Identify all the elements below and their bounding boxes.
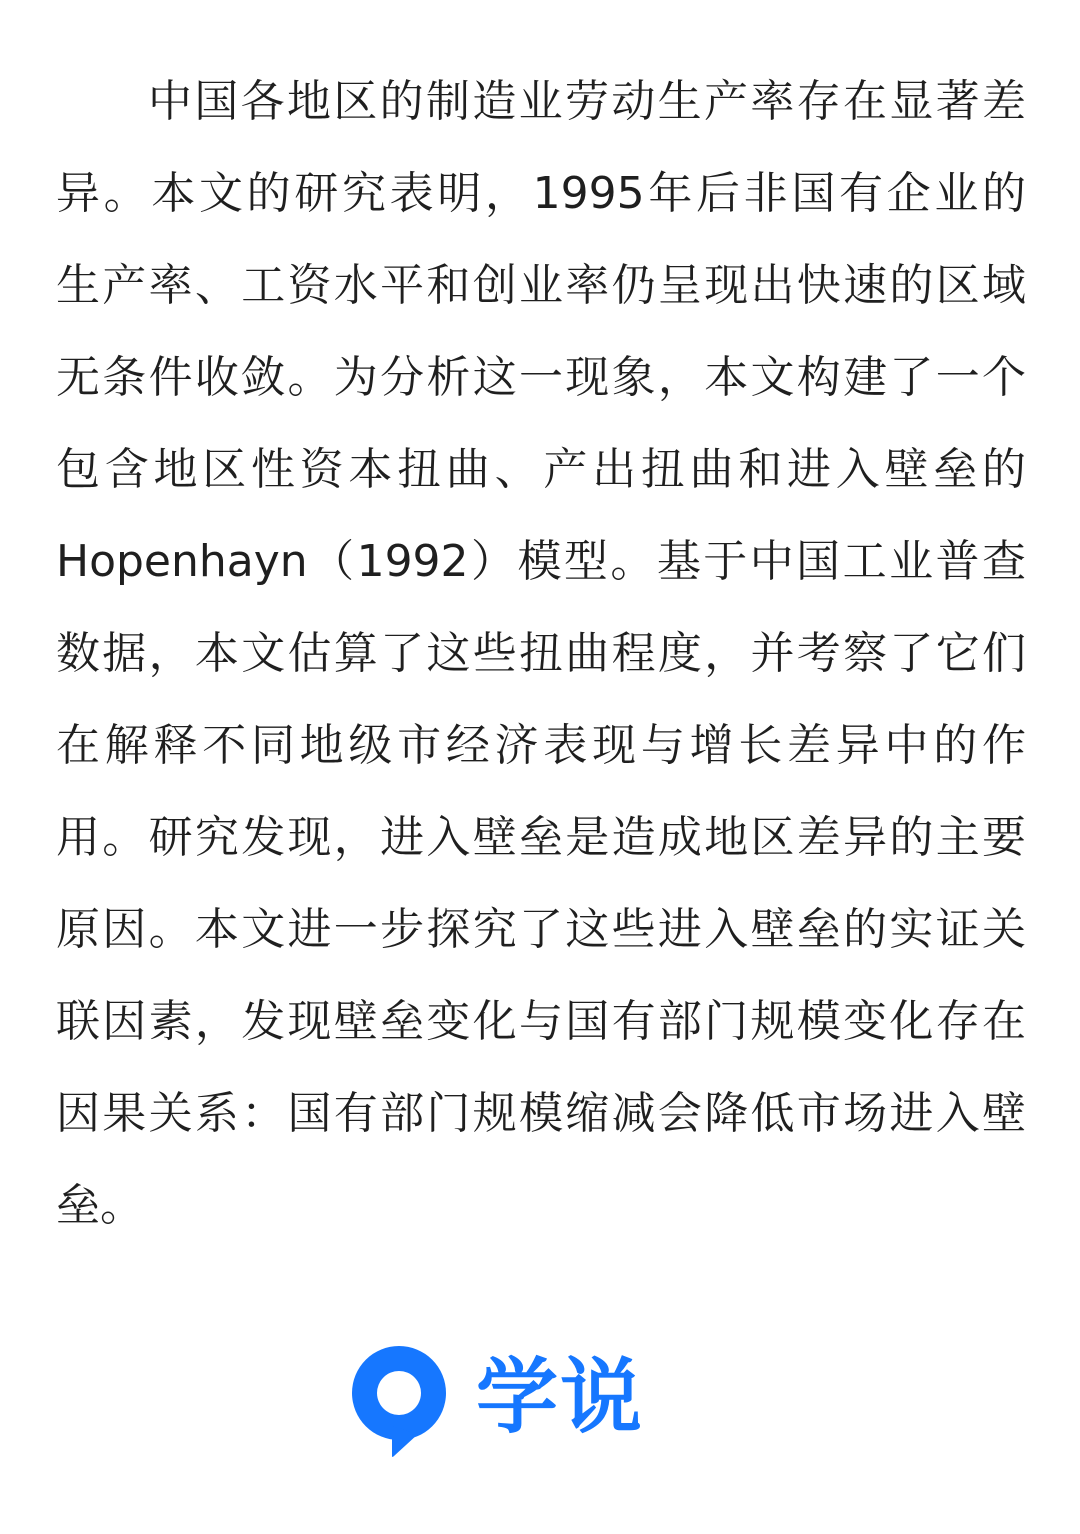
article-line-1: 中国各地区的制造业劳动生产率存在显著差	[148, 76, 1026, 127]
article-line-3: 生产率、工资水平和创业率仍呈现出快速的区域	[56, 260, 1026, 311]
speech-bubble-logo-icon	[344, 1338, 454, 1458]
brand-name: 学说	[476, 1350, 645, 1445]
article-line-7: 数据，本文估算了这些扭曲程度，并考察了它们	[56, 628, 1026, 679]
article-line-2: 异。本文的研究表明，1995年后非国有企业的	[56, 168, 1026, 219]
article-line-4: 无条件收敛。为分析这一现象，本文构建了一个	[56, 352, 1026, 403]
article-line-6: Hopenhayn（1992）模型。基于中国工业普查	[56, 536, 1026, 587]
article-line-10: 原因。本文进一步探究了这些进入壁垒的实证关	[56, 904, 1026, 955]
article-line-9: 用。研究发现，进入壁垒是造成地区差异的主要	[56, 812, 1026, 863]
brand-logo	[344, 1338, 664, 1458]
article-line-12: 因果关系：国有部门规模缩减会降低市场进入壁	[56, 1088, 1026, 1139]
article-line-8: 在解释不同地级市经济表现与增长差异中的作	[56, 720, 1026, 771]
article-body	[56, 56, 1026, 1252]
article-line-5: 包含地区性资本扭曲、产出扭曲和进入壁垒的	[56, 444, 1026, 495]
article-line-13: 垒。	[56, 1180, 144, 1231]
article-line-11: 联因素，发现壁垒变化与国有部门规模变化存在	[56, 996, 1026, 1047]
